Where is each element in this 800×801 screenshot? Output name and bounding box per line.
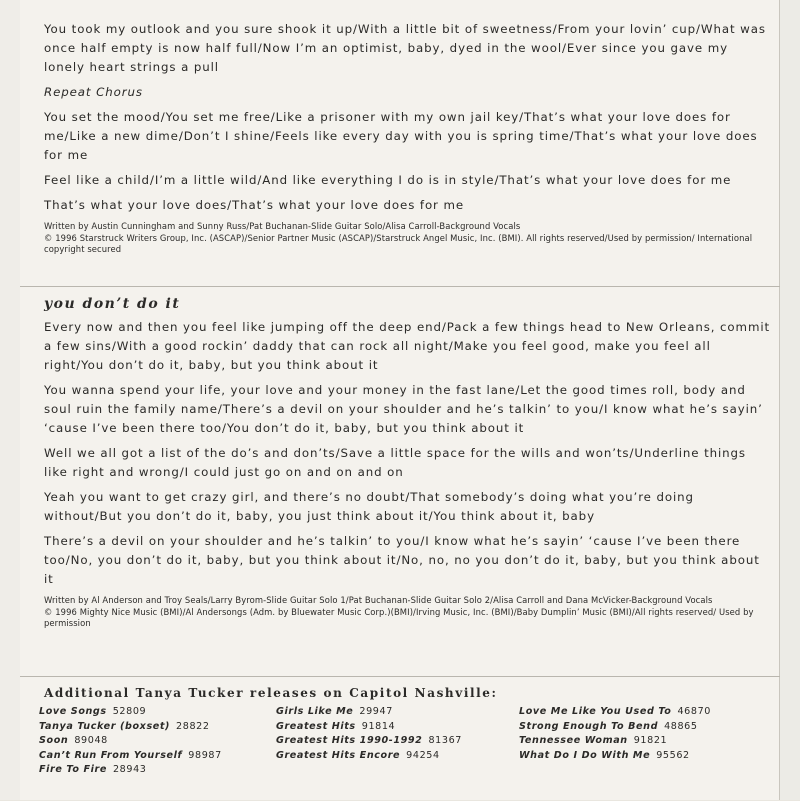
lyric-paragraph: You took my outlook and you sure shook it up/With a little bit of sweetness/From your lovin’ cup/What was once half empty is now half full/Now I’m an optimist, baby, dyed in the wool/Ever since you gave my lonely heart strings a pull: [44, 22, 766, 74]
catalog-number: 52809: [112, 706, 147, 717]
release-column: [276, 705, 462, 763]
catalog-number: 98987: [188, 749, 222, 761]
release-item: [276, 720, 462, 735]
release-name: Soon: [39, 735, 69, 746]
release-item: [39, 720, 222, 735]
song-credits: [44, 221, 772, 256]
song-credits: [44, 595, 772, 630]
release-item: [276, 734, 462, 749]
right-page-edge: [779, 0, 800, 800]
copyright-credit: © 1996 Mighty Nice Music (BMI)/Al Andersongs (Adm. by Bluewater Music Corp.)(BMI)/Irving Music, Inc. (BMI)/Baby Dumplin’ Music (BMI)/All rights reserved/ Used by permission: [44, 606, 754, 629]
release-item: [39, 705, 222, 720]
catalog-number: 48865: [664, 720, 698, 732]
release-name: Tanya Tucker (boxset): [39, 720, 171, 732]
left-page-edge: [0, 0, 20, 800]
release-name: Can’t Run From Yourself: [39, 749, 183, 761]
release-name: What Do I Do With Me: [519, 749, 651, 761]
catalog-number: 91814: [361, 720, 396, 732]
lyric-paragraph: Well we all got a list of the do’s and don’ts/Save a little space for the wills and won’ts/Underline things like right and wrong/I could just go on and on and on: [44, 446, 746, 479]
release-column: [519, 705, 711, 763]
catalog-number: 28822: [176, 720, 210, 732]
release-name: Greatest Hits Encore: [276, 749, 401, 761]
catalog-number: 94254: [406, 749, 440, 761]
writer-credit: Written by Austin Cunningham and Sunny Russ/Pat Buchanan-Slide Guitar Solo/Alisa Carroll-Background Vocals: [44, 221, 521, 231]
copyright-credit: © 1996 Starstruck Writers Group, Inc. (ASCAP)/Senior Partner Music (ASCAP)/Starstruck Angel Music, Inc. (BMI). All rights reserved/Used by permission/ International copyright secured: [44, 232, 753, 255]
song-section-2: [44, 296, 772, 630]
lyric-paragraph: There’s a devil on your shoulder and he’s talkin’ to you/I know what he’s sayin’ ‘cause I’ve been there too/No, you don’t do it, baby, but you think about it/No, no, no you don’t do it, baby, but you think about it: [44, 534, 760, 586]
song-title: you don’t do it: [44, 296, 181, 312]
release-item: [519, 749, 711, 764]
release-name: Tennessee Woman: [519, 735, 628, 746]
release-column: [39, 705, 222, 778]
lyric-paragraph: Yeah you want to get crazy girl, and there’s no doubt/That somebody’s doing what you’re doing without/But you don’t do it, baby, you just think about it/You think about it, baby: [44, 490, 694, 523]
catalog-number: 91821: [633, 735, 668, 746]
catalog-number: 46870: [677, 706, 711, 717]
release-name: Strong Enough To Bend: [519, 720, 659, 732]
lyric-paragraph: Feel like a child/I’m a little wild/And like everything I do is in style/That’s what your love does for me: [44, 173, 732, 187]
release-item: [519, 705, 711, 720]
release-item: [39, 734, 222, 749]
lyric-paragraph: You set the mood/You set me free/Like a prisoner with my own jail key/That’s what your love does for me/Like a new dime/Don’t I shine/Feels like every day with you is spring time/That’s what your love does for me: [44, 110, 758, 162]
repeat-chorus-label: Repeat Chorus: [44, 85, 143, 99]
release-item: [39, 749, 222, 764]
lyric-paragraph: Every now and then you feel like jumping off the deep end/Pack a few things head to New Orleans, commit a few sins/With a good rockin’ daddy that can rock all night/Make you feel good, make you feel all right/You don’t do it, baby, but you think about it: [44, 320, 771, 372]
catalog-number: 29947: [359, 706, 393, 717]
additional-releases: [20, 676, 780, 801]
song-section-1: [44, 20, 772, 256]
release-name: Girls Like Me: [276, 706, 354, 717]
catalog-number: 81367: [428, 735, 462, 746]
writer-credit: Written by Al Anderson and Troy Seals/Larry Byrom-Slide Guitar Solo 1/Pat Buchanan-Slide Guitar Solo 2/Alisa Carroll and Dana McVicker-Background Vocals: [44, 595, 713, 605]
catalog-number: 89048: [74, 735, 108, 746]
lyric-paragraph: That’s what your love does/That’s what your love does for me: [44, 198, 465, 212]
releases-heading: Additional Tanya Tucker releases on Capitol Nashville:: [44, 686, 498, 700]
lyric-paragraph: You wanna spend your life, your love and your money in the fast lane/Let the good times roll, body and soul ruin the family name/There’s a devil on your shoulder and he’s talkin’ to you/I know what he’s sayin’ ‘cause I’ve been there too/You don’t do it, baby, but you think about it: [44, 383, 763, 435]
release-item: [276, 705, 462, 720]
release-item: [519, 720, 711, 735]
catalog-number: 28943: [112, 764, 147, 775]
release-name: Love Me Like You Used To: [519, 706, 672, 717]
fold-divider: [20, 286, 780, 287]
release-item: [519, 734, 711, 749]
release-item: [276, 749, 462, 764]
catalog-number: 95562: [656, 749, 690, 761]
release-item: [39, 763, 222, 778]
release-name: Love Songs: [39, 706, 107, 717]
release-name: Greatest Hits 1990-1992: [276, 735, 423, 746]
release-name: Greatest Hits: [276, 720, 356, 732]
release-name: Fire To Fire: [39, 764, 107, 775]
